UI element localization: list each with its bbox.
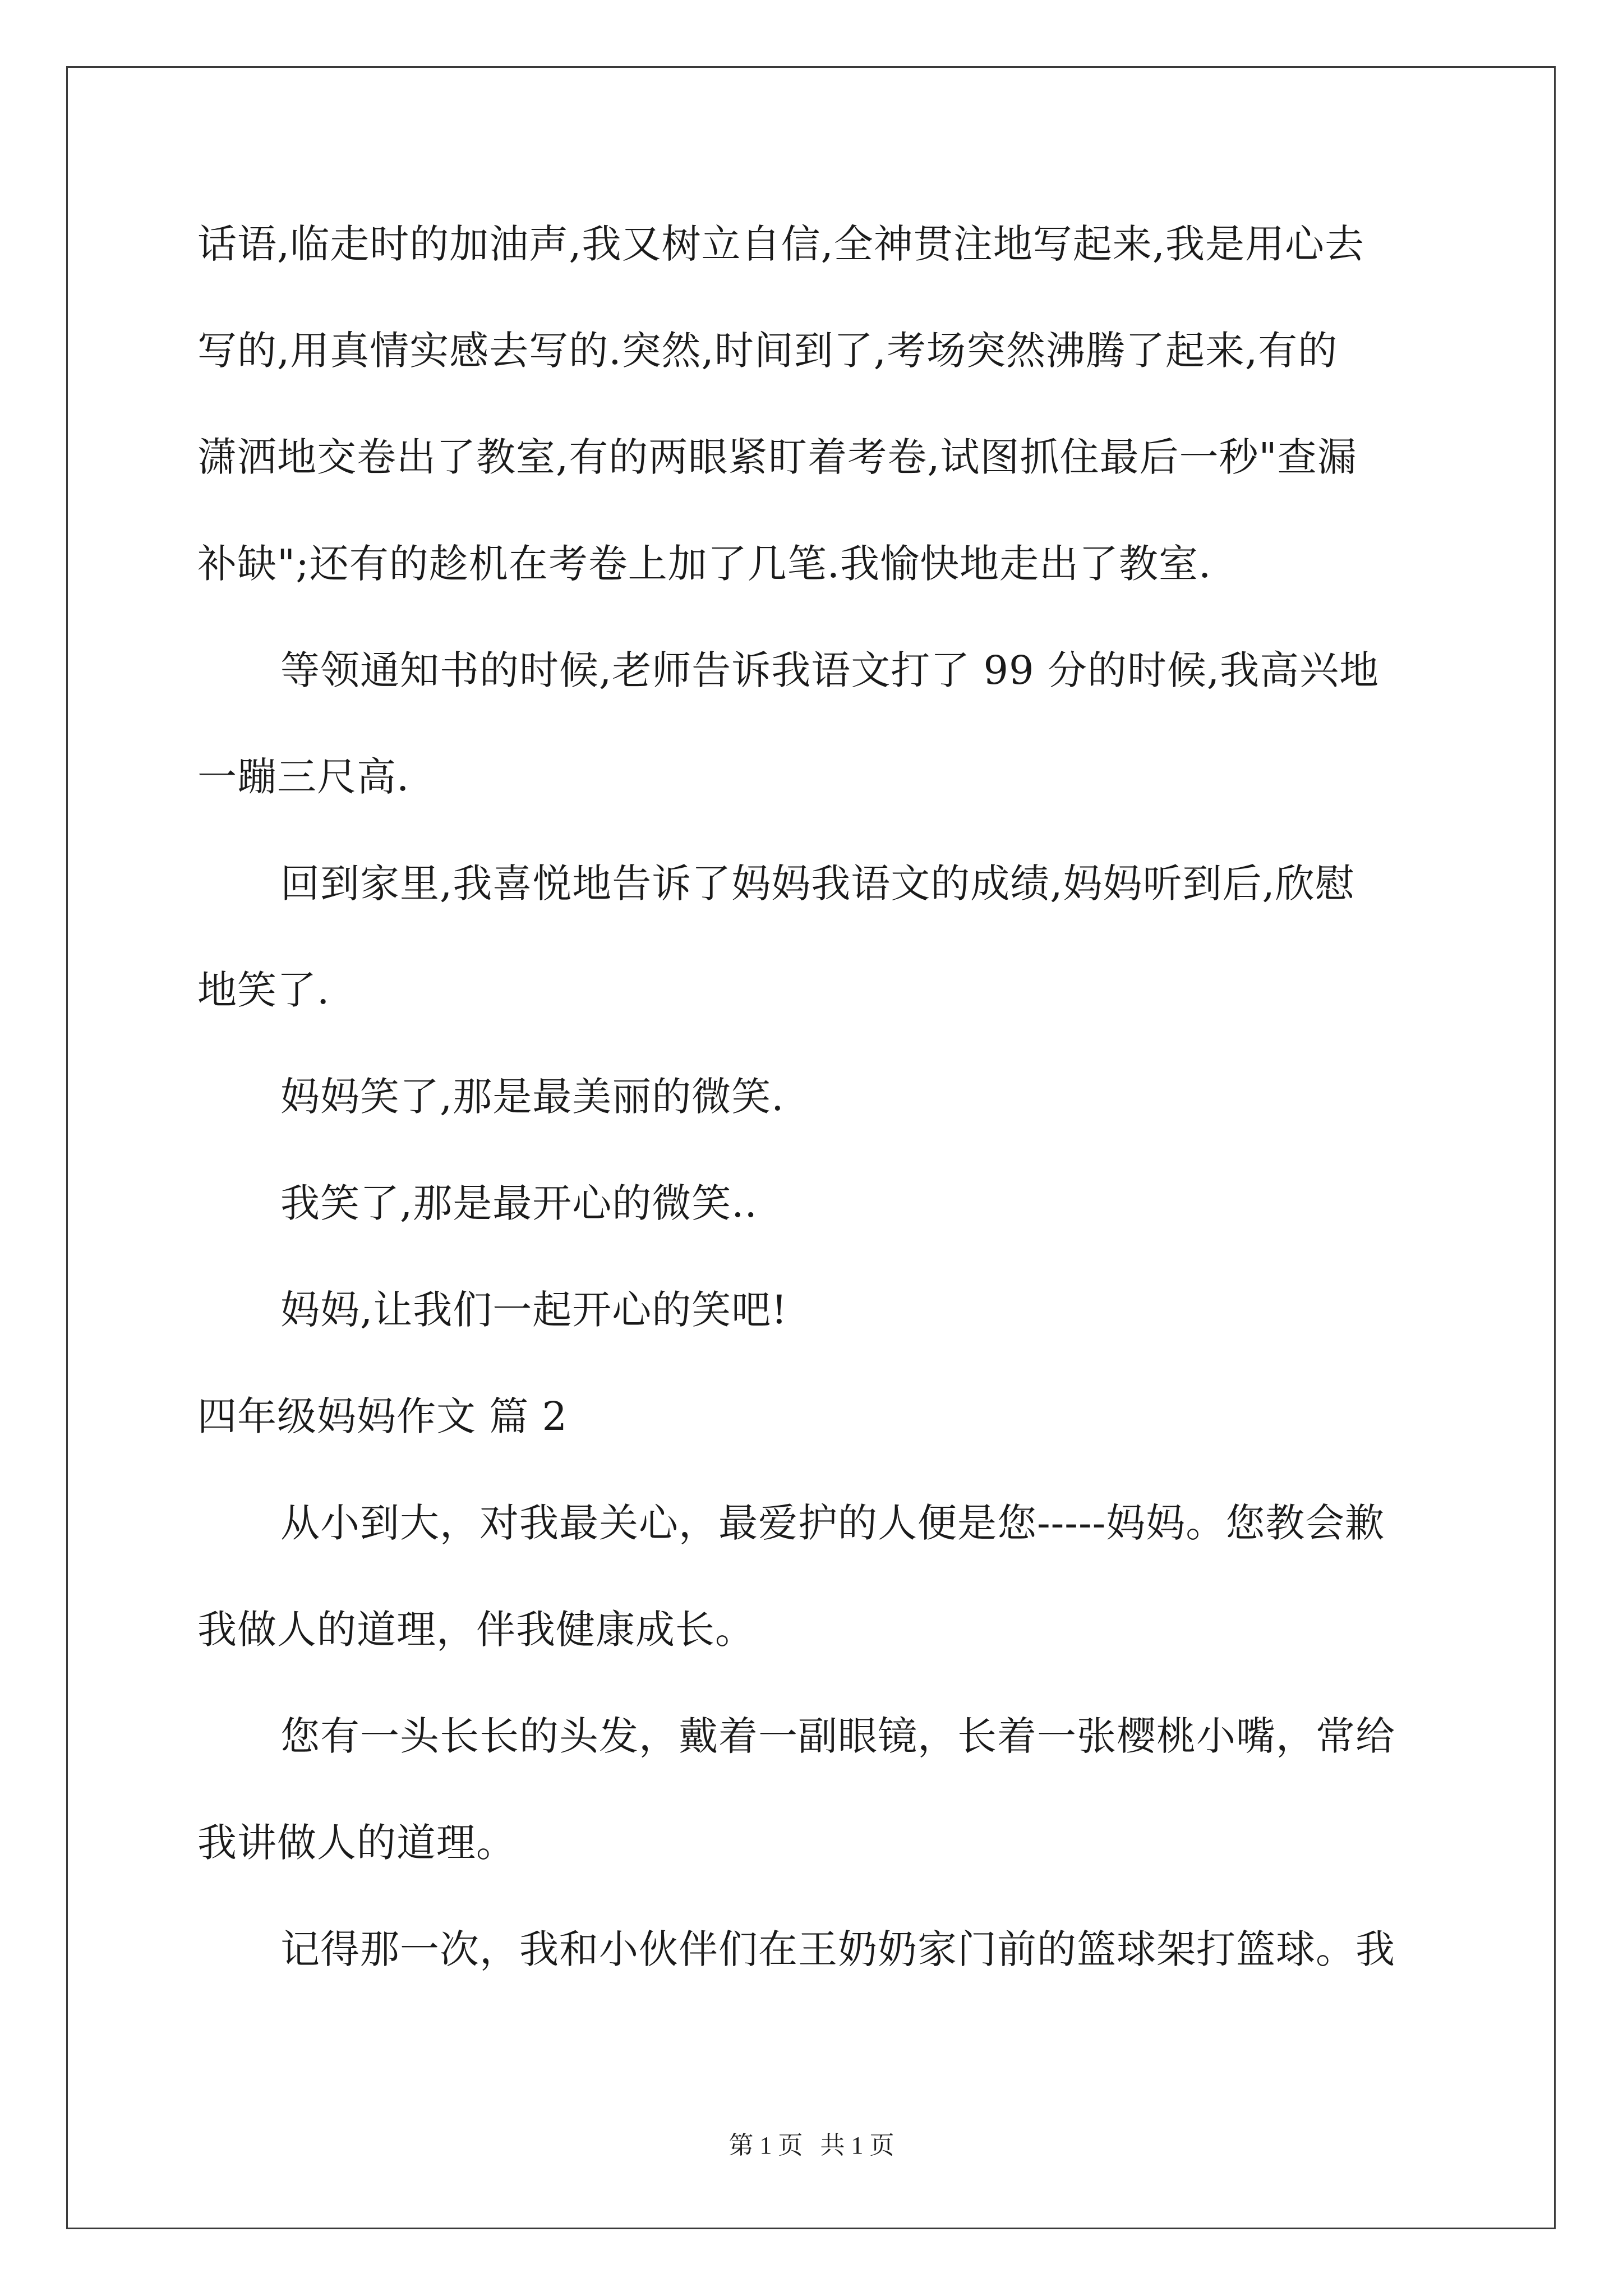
text-line: 等领通知书的时候,老师告诉我语文打了 99 分的时候,我高兴地 [280, 647, 1380, 693]
page-total: 共 1 页 [820, 2132, 895, 2159]
page-footer [0, 2125, 1623, 2161]
text-line: 地笑了. [197, 967, 330, 1013]
text-line: 我讲做人的道理。 [197, 1820, 516, 1866]
text-line: 写的,用真情实感去写的.突然,时间到了,考场突然沸腾了起来,有的 [197, 328, 1338, 374]
text-line: 我笑了,那是最开心的微笑.. [280, 1180, 758, 1226]
page-number: 第 1 页 [728, 2132, 803, 2159]
text-line: 补缺";还有的趁机在考卷上加了几笔.我愉快地走出了教室. [197, 541, 1212, 587]
text-line: 回到家里,我喜悦地告诉了妈妈我语文的成绩,妈妈听到后,欣慰 [280, 861, 1355, 907]
text-line: 我做人的道理，伴我健康成长。 [197, 1607, 755, 1653]
text-line: 话语,临走时的加油声,我又树立自信,全神贯注地写起来,我是用心去 [197, 221, 1365, 267]
text-line: 妈妈,让我们一起开心的笑吧! [280, 1287, 788, 1333]
text-line: 妈妈笑了,那是最美丽的微笑. [280, 1074, 785, 1120]
section-heading: 四年级妈妈作文 篇 2 [197, 1393, 568, 1439]
text-line: 潇洒地交卷出了教室,有的两眼紧盯着考卷,试图抓住最后一秒"查漏 [197, 434, 1357, 480]
text-line: 一蹦三尺高. [197, 754, 410, 800]
text-line: 您有一头长长的头发，戴着一副眼镜，长着一张樱桃小嘴，常给 [280, 1713, 1395, 1759]
text-line: 从小到大，对我最关心，最爱护的人便是您-----妈妈。您教会歉 [280, 1500, 1385, 1546]
text-line: 记得那一次，我和小伙伴们在王奶奶家门前的篮球架打篮球。我 [280, 1926, 1395, 1972]
document-body [197, 213, 1426, 2025]
